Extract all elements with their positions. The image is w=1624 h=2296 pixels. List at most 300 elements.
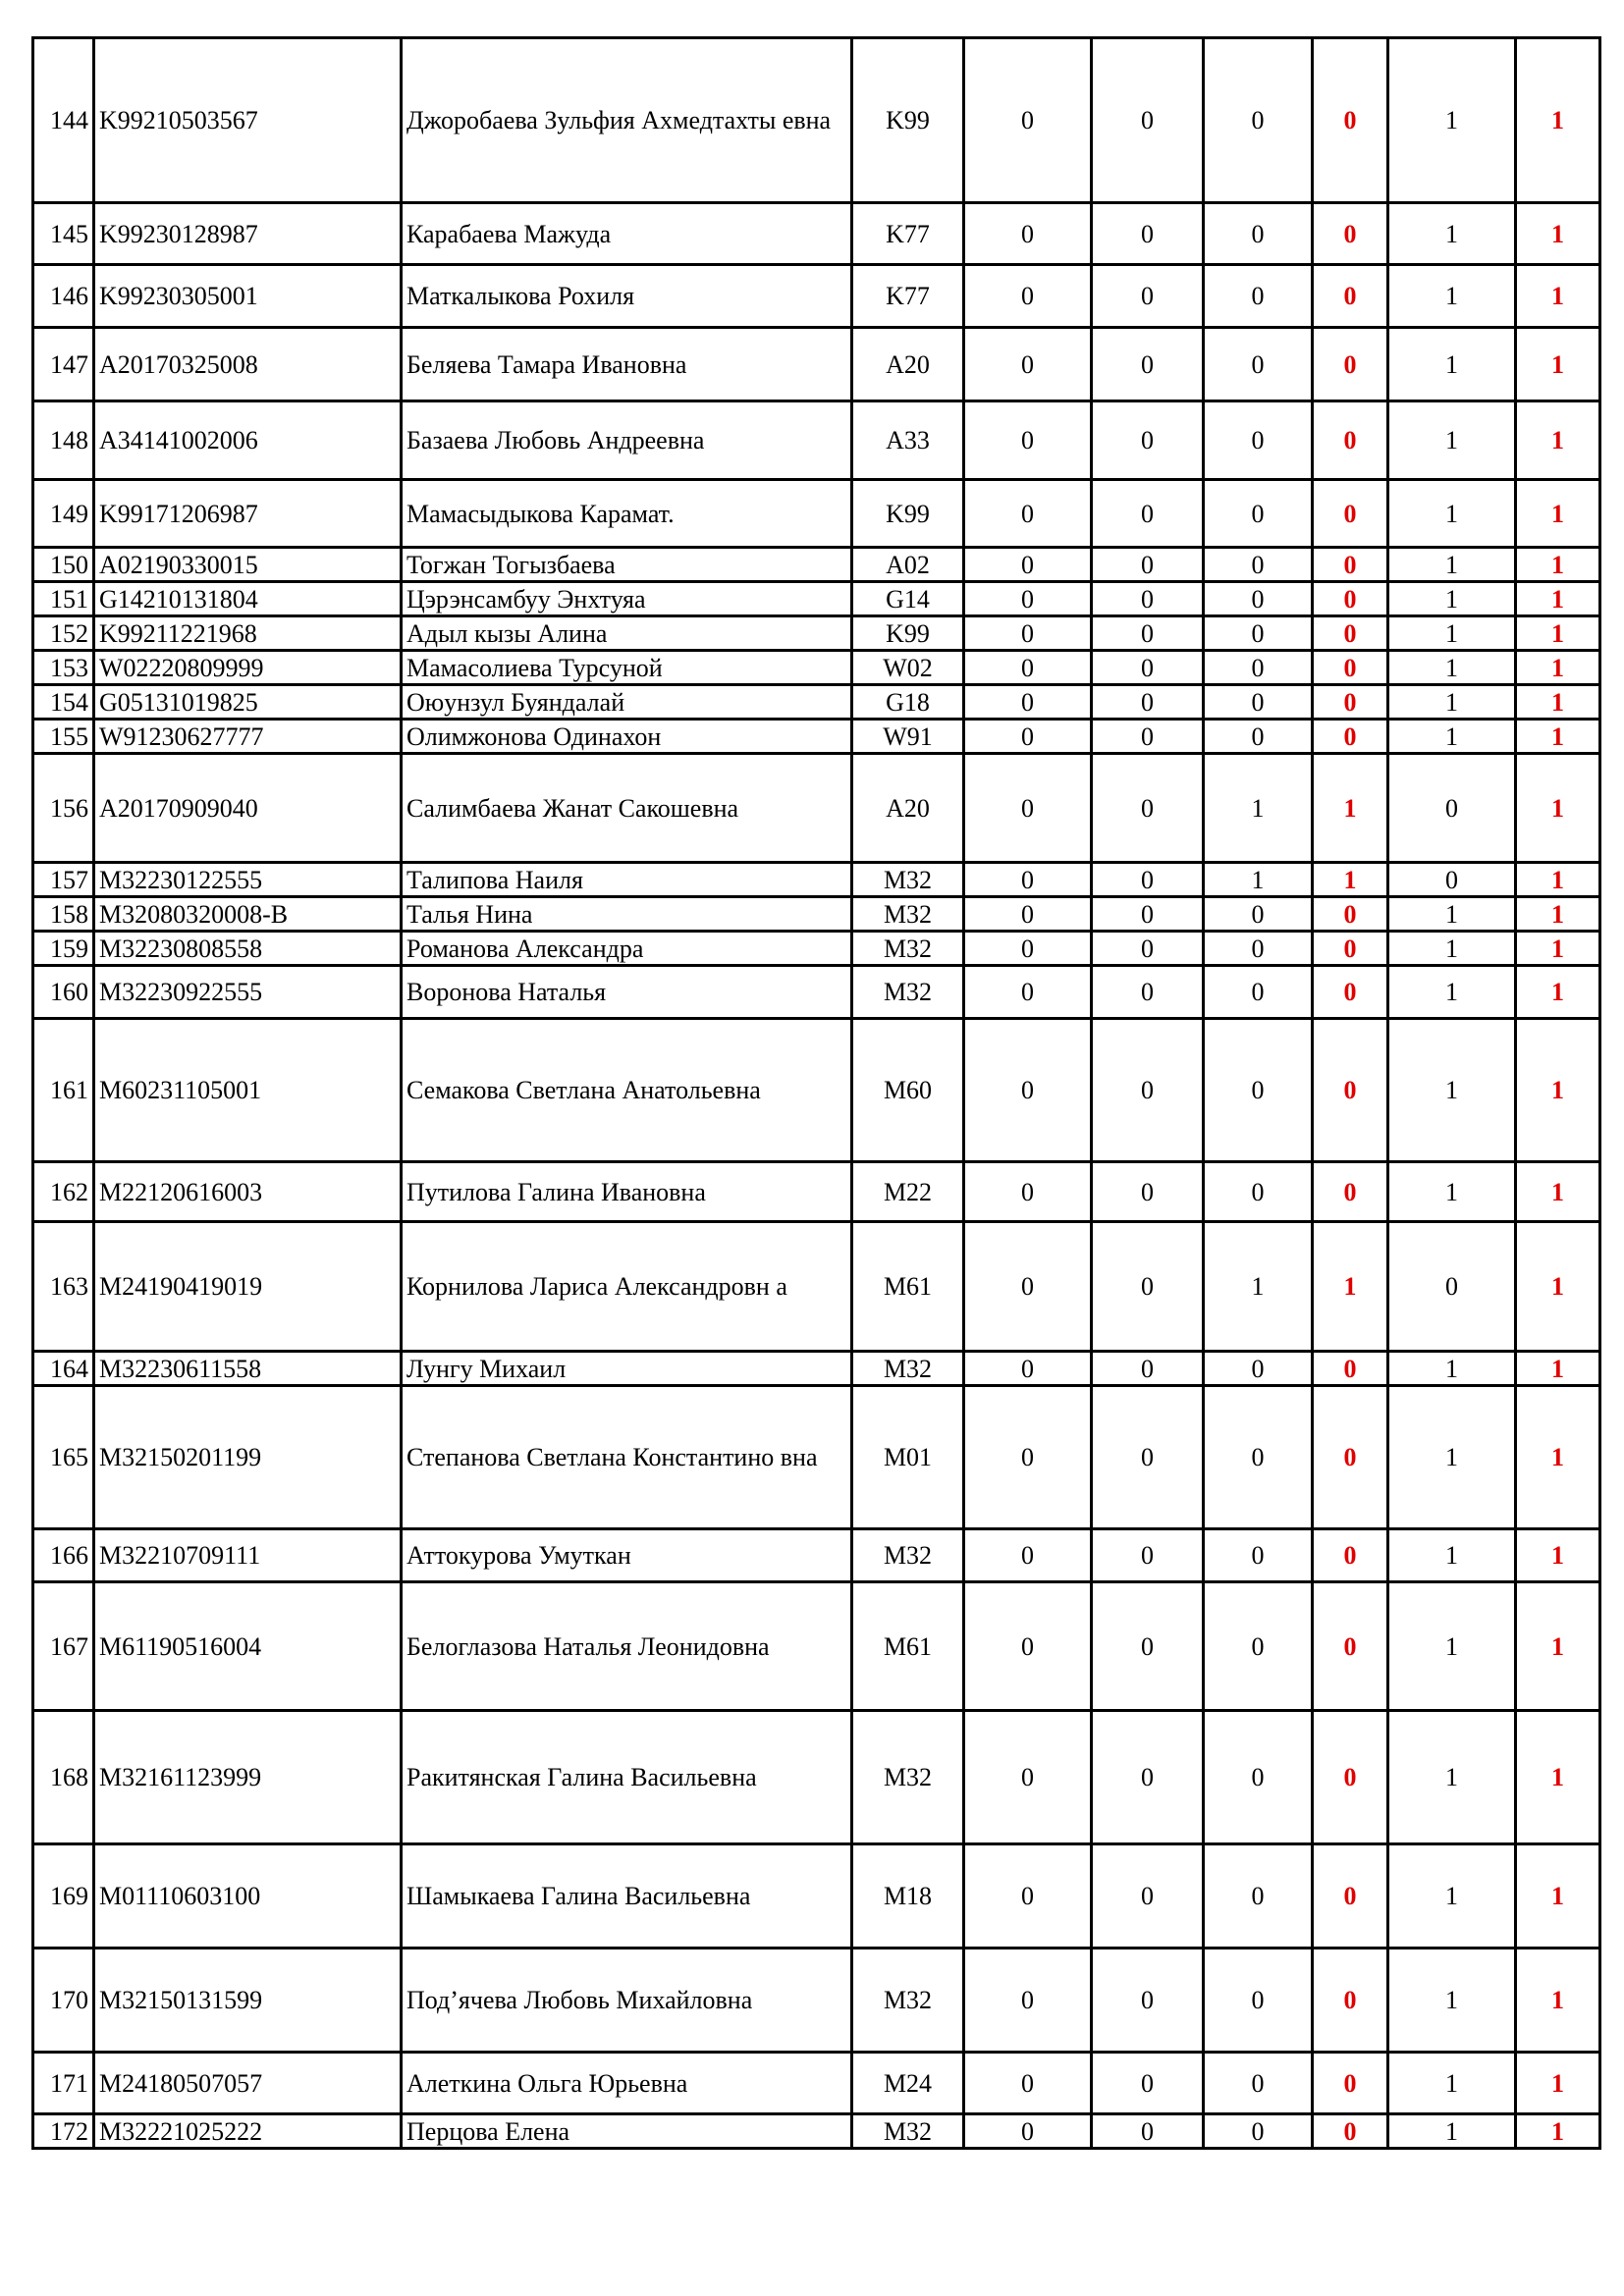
table-row [33,754,1600,863]
region-code: A33 [852,401,964,480]
record-id: A34141002006 [94,401,402,480]
record-id: A20170325008 [94,328,402,401]
value-col-4-highlight: 0 [1313,2114,1388,2149]
value-col-4-highlight: 0 [1313,616,1388,651]
value-col-5: 1 [1388,203,1516,265]
row-number: 155 [33,720,94,754]
record-id: M32230808558 [94,932,402,966]
region-code: M32 [852,1711,964,1844]
value-col-5: 1 [1388,328,1516,401]
value-col-6-highlight: 1 [1516,1352,1600,1386]
row-number: 150 [33,548,94,582]
record-id: M01110603100 [94,1844,402,1949]
value-col-5: 1 [1388,401,1516,480]
full-name: Салимбаева Жанат Сакошевна [402,754,852,863]
value-col-1: 0 [964,897,1092,932]
full-name: Адыл кызы Алина [402,616,852,651]
row-number: 156 [33,754,94,863]
region-code: K77 [852,203,964,265]
record-id: M60231105001 [94,1019,402,1162]
value-col-2: 0 [1092,932,1204,966]
value-col-2: 0 [1092,328,1204,401]
value-col-6-highlight: 1 [1516,966,1600,1019]
record-id: K99210503567 [94,38,402,203]
value-col-2: 0 [1092,651,1204,685]
table-row [33,328,1600,401]
value-col-5: 1 [1388,1844,1516,1949]
value-col-3: 0 [1204,38,1313,203]
value-col-6-highlight: 1 [1516,685,1600,720]
value-col-3: 0 [1204,616,1313,651]
value-col-5: 0 [1388,1222,1516,1352]
value-col-1: 0 [964,401,1092,480]
value-col-2: 0 [1092,1844,1204,1949]
value-col-3: 0 [1204,932,1313,966]
value-col-1: 0 [964,2053,1092,2114]
record-id: M32230122555 [94,863,402,897]
value-col-3: 1 [1204,1222,1313,1352]
value-col-5: 1 [1388,548,1516,582]
value-col-6-highlight: 1 [1516,932,1600,966]
record-id: G14210131804 [94,582,402,616]
record-id: M32080320008-B [94,897,402,932]
value-col-2: 0 [1092,2053,1204,2114]
value-col-1: 0 [964,685,1092,720]
value-col-2: 0 [1092,754,1204,863]
table-body [33,38,1600,2149]
value-col-4-highlight: 0 [1313,582,1388,616]
value-col-1: 0 [964,38,1092,203]
record-id: W02220809999 [94,651,402,685]
region-code: W02 [852,651,964,685]
value-col-6-highlight: 1 [1516,897,1600,932]
value-col-2: 0 [1092,265,1204,328]
table-row [33,863,1600,897]
record-id: K99230305001 [94,265,402,328]
value-col-1: 0 [964,1711,1092,1844]
value-col-5: 1 [1388,685,1516,720]
value-col-3: 0 [1204,1949,1313,2053]
value-col-3: 0 [1204,1162,1313,1222]
value-col-4-highlight: 0 [1313,1582,1388,1711]
region-code: M01 [852,1386,964,1529]
value-col-5: 1 [1388,2114,1516,2149]
value-col-4-highlight: 0 [1313,1352,1388,1386]
table-row [33,1844,1600,1949]
value-col-1: 0 [964,548,1092,582]
record-id: M61190516004 [94,1582,402,1711]
value-col-2: 0 [1092,616,1204,651]
value-col-3: 0 [1204,1352,1313,1386]
full-name: Оюунзул Буяндалай [402,685,852,720]
value-col-2: 0 [1092,1222,1204,1352]
region-code: G14 [852,582,964,616]
value-col-5: 1 [1388,1019,1516,1162]
value-col-5: 1 [1388,1529,1516,1582]
value-col-2: 0 [1092,863,1204,897]
table-row [33,582,1600,616]
table-row [33,897,1600,932]
row-number: 163 [33,1222,94,1352]
record-id: W91230627777 [94,720,402,754]
value-col-5: 1 [1388,1162,1516,1222]
row-number: 146 [33,265,94,328]
value-col-2: 0 [1092,1582,1204,1711]
region-code: M32 [852,863,964,897]
full-name: Лунгу Михаил [402,1352,852,1386]
record-id: M24180507057 [94,2053,402,2114]
region-code: A02 [852,548,964,582]
value-col-2: 0 [1092,720,1204,754]
value-col-3: 0 [1204,685,1313,720]
value-col-3: 0 [1204,1582,1313,1711]
region-code: M32 [852,932,964,966]
value-col-3: 0 [1204,897,1313,932]
table-row [33,2053,1600,2114]
full-name: Шамыкаева Галина Васильевна [402,1844,852,1949]
full-name: Ракитянская Галина Васильевна [402,1711,852,1844]
value-col-6-highlight: 1 [1516,1949,1600,2053]
record-id: M32230611558 [94,1352,402,1386]
value-col-4-highlight: 0 [1313,720,1388,754]
region-code: A20 [852,754,964,863]
value-col-1: 0 [964,328,1092,401]
value-col-3: 0 [1204,265,1313,328]
value-col-6-highlight: 1 [1516,1711,1600,1844]
value-col-3: 0 [1204,1844,1313,1949]
row-number: 152 [33,616,94,651]
table-row [33,616,1600,651]
value-col-3: 0 [1204,548,1313,582]
row-number: 153 [33,651,94,685]
region-code: K99 [852,38,964,203]
value-col-2: 0 [1092,966,1204,1019]
table-row [33,401,1600,480]
table-row [33,203,1600,265]
row-number: 171 [33,2053,94,2114]
value-col-1: 0 [964,1386,1092,1529]
value-col-3: 0 [1204,203,1313,265]
record-id: M24190419019 [94,1222,402,1352]
value-col-1: 0 [964,2114,1092,2149]
value-col-2: 0 [1092,401,1204,480]
full-name: Цэрэнсамбуу Энхтуяа [402,582,852,616]
value-col-3: 0 [1204,1019,1313,1162]
value-col-1: 0 [964,1222,1092,1352]
value-col-2: 0 [1092,203,1204,265]
results-table [31,36,1601,2150]
region-code: M32 [852,897,964,932]
full-name: Белоглазова Наталья Леонидовна [402,1582,852,1711]
full-name: Беляева Тамара Ивановна [402,328,852,401]
record-id: M22120616003 [94,1162,402,1222]
value-col-1: 0 [964,1019,1092,1162]
table-row [33,265,1600,328]
row-number: 161 [33,1019,94,1162]
table-row [33,1162,1600,1222]
value-col-5: 1 [1388,1582,1516,1711]
value-col-1: 0 [964,1844,1092,1949]
value-col-3: 1 [1204,754,1313,863]
value-col-4-highlight: 0 [1313,685,1388,720]
value-col-2: 0 [1092,480,1204,548]
region-code: M32 [852,1352,964,1386]
value-col-6-highlight: 1 [1516,203,1600,265]
value-col-5: 1 [1388,480,1516,548]
record-id: G05131019825 [94,685,402,720]
row-number: 164 [33,1352,94,1386]
region-code: A20 [852,328,964,401]
value-col-1: 0 [964,203,1092,265]
value-col-1: 0 [964,1162,1092,1222]
region-code: M32 [852,966,964,1019]
full-name: Маткалыкова Рохиля [402,265,852,328]
value-col-6-highlight: 1 [1516,265,1600,328]
table-row [33,932,1600,966]
record-id: K99171206987 [94,480,402,548]
full-name: Талья Нина [402,897,852,932]
value-col-1: 0 [964,966,1092,1019]
region-code: M61 [852,1222,964,1352]
table-row [33,966,1600,1019]
full-name: Талипова Наиля [402,863,852,897]
value-col-4-highlight: 1 [1313,754,1388,863]
full-name: Под’ячева Любовь Михайловна [402,1949,852,2053]
row-number: 167 [33,1582,94,1711]
value-col-2: 0 [1092,548,1204,582]
row-number: 170 [33,1949,94,2053]
row-number: 144 [33,38,94,203]
value-col-3: 0 [1204,1529,1313,1582]
region-code: M32 [852,1529,964,1582]
table-row [33,38,1600,203]
value-col-6-highlight: 1 [1516,548,1600,582]
value-col-6-highlight: 1 [1516,754,1600,863]
table-row [33,1352,1600,1386]
value-col-1: 0 [964,863,1092,897]
value-col-1: 0 [964,1582,1092,1711]
value-col-2: 0 [1092,38,1204,203]
record-id: M32150131599 [94,1949,402,2053]
full-name: Романова Александра [402,932,852,966]
table-row [33,685,1600,720]
record-id: M32161123999 [94,1711,402,1844]
table-row [33,1711,1600,1844]
value-col-6-highlight: 1 [1516,38,1600,203]
row-number: 162 [33,1162,94,1222]
value-col-2: 0 [1092,1162,1204,1222]
row-number: 158 [33,897,94,932]
value-col-2: 0 [1092,1019,1204,1162]
value-col-5: 1 [1388,2053,1516,2114]
value-col-5: 1 [1388,1386,1516,1529]
region-code: G18 [852,685,964,720]
value-col-6-highlight: 1 [1516,1222,1600,1352]
table-row [33,1949,1600,2053]
row-number: 168 [33,1711,94,1844]
value-col-4-highlight: 0 [1313,1711,1388,1844]
full-name: Степанова Светлана Константино вна [402,1386,852,1529]
value-col-6-highlight: 1 [1516,2053,1600,2114]
value-col-5: 1 [1388,966,1516,1019]
value-col-4-highlight: 0 [1313,897,1388,932]
table-row [33,1582,1600,1711]
value-col-3: 1 [1204,863,1313,897]
value-col-4-highlight: 0 [1313,480,1388,548]
region-code: M32 [852,2114,964,2149]
value-col-6-highlight: 1 [1516,328,1600,401]
value-col-6-highlight: 1 [1516,1844,1600,1949]
value-col-5: 0 [1388,863,1516,897]
region-code: M22 [852,1162,964,1222]
value-col-6-highlight: 1 [1516,1386,1600,1529]
row-number: 154 [33,685,94,720]
value-col-5: 1 [1388,932,1516,966]
row-number: 157 [33,863,94,897]
value-col-3: 0 [1204,2053,1313,2114]
region-code: K99 [852,480,964,548]
record-id: M32221025222 [94,2114,402,2149]
value-col-6-highlight: 1 [1516,1162,1600,1222]
value-col-4-highlight: 0 [1313,401,1388,480]
value-col-4-highlight: 0 [1313,328,1388,401]
value-col-1: 0 [964,1529,1092,1582]
value-col-1: 0 [964,1949,1092,2053]
record-id: K99230128987 [94,203,402,265]
value-col-1: 0 [964,1352,1092,1386]
record-id: K99211221968 [94,616,402,651]
record-id: M32230922555 [94,966,402,1019]
table-row [33,1222,1600,1352]
value-col-2: 0 [1092,685,1204,720]
value-col-6-highlight: 1 [1516,720,1600,754]
value-col-6-highlight: 1 [1516,1529,1600,1582]
value-col-6-highlight: 1 [1516,616,1600,651]
region-code: M18 [852,1844,964,1949]
value-col-3: 0 [1204,720,1313,754]
value-col-4-highlight: 0 [1313,548,1388,582]
region-code: M61 [852,1582,964,1711]
value-col-2: 0 [1092,582,1204,616]
table-row [33,651,1600,685]
full-name: Мамасолиева Турсуной [402,651,852,685]
value-col-4-highlight: 0 [1313,651,1388,685]
full-name: Мамасыдыкова Карамат. [402,480,852,548]
value-col-1: 0 [964,582,1092,616]
value-col-3: 0 [1204,582,1313,616]
value-col-2: 0 [1092,2114,1204,2149]
value-col-4-highlight: 0 [1313,38,1388,203]
full-name: Карабаева Мажуда [402,203,852,265]
value-col-4-highlight: 0 [1313,1162,1388,1222]
value-col-6-highlight: 1 [1516,1582,1600,1711]
full-name: Аттокурова Умуткан [402,1529,852,1582]
full-name: Перцова Елена [402,2114,852,2149]
value-col-3: 0 [1204,1711,1313,1844]
value-col-1: 0 [964,616,1092,651]
value-col-4-highlight: 0 [1313,1019,1388,1162]
value-col-3: 0 [1204,480,1313,548]
table-row [33,1019,1600,1162]
value-col-5: 1 [1388,616,1516,651]
value-col-4-highlight: 0 [1313,265,1388,328]
full-name: Корнилова Лариса Александровн а [402,1222,852,1352]
value-col-4-highlight: 0 [1313,966,1388,1019]
value-col-6-highlight: 1 [1516,480,1600,548]
value-col-4-highlight: 1 [1313,863,1388,897]
table-row [33,1386,1600,1529]
value-col-6-highlight: 1 [1516,401,1600,480]
value-col-4-highlight: 0 [1313,203,1388,265]
row-number: 148 [33,401,94,480]
row-number: 172 [33,2114,94,2149]
value-col-5: 1 [1388,651,1516,685]
row-number: 147 [33,328,94,401]
row-number: 169 [33,1844,94,1949]
full-name: Путилова Галина Ивановна [402,1162,852,1222]
value-col-6-highlight: 1 [1516,651,1600,685]
value-col-2: 0 [1092,1949,1204,2053]
full-name: Базаева Любовь Андреевна [402,401,852,480]
value-col-6-highlight: 1 [1516,2114,1600,2149]
value-col-4-highlight: 0 [1313,932,1388,966]
value-col-5: 1 [1388,38,1516,203]
value-col-2: 0 [1092,1529,1204,1582]
full-name: Алеткина Ольга Юрьевна [402,2053,852,2114]
table-row [33,480,1600,548]
full-name: Воронова Наталья [402,966,852,1019]
value-col-3: 0 [1204,401,1313,480]
value-col-2: 0 [1092,1386,1204,1529]
table-row [33,548,1600,582]
row-number: 160 [33,966,94,1019]
row-number: 159 [33,932,94,966]
table-row [33,2114,1600,2149]
value-col-3: 0 [1204,328,1313,401]
value-col-3: 0 [1204,651,1313,685]
row-number: 151 [33,582,94,616]
region-code: M24 [852,2053,964,2114]
full-name: Тогжан Тогызбаева [402,548,852,582]
value-col-5: 0 [1388,754,1516,863]
value-col-5: 1 [1388,1711,1516,1844]
value-col-1: 0 [964,480,1092,548]
record-id: A20170909040 [94,754,402,863]
record-id: M32150201199 [94,1386,402,1529]
value-col-1: 0 [964,754,1092,863]
region-code: M32 [852,1949,964,2053]
full-name: Олимжонова Одинахон [402,720,852,754]
value-col-3: 0 [1204,1386,1313,1529]
value-col-4-highlight: 0 [1313,1529,1388,1582]
value-col-5: 1 [1388,582,1516,616]
row-number: 145 [33,203,94,265]
value-col-2: 0 [1092,1711,1204,1844]
value-col-3: 0 [1204,966,1313,1019]
value-col-5: 1 [1388,265,1516,328]
value-col-5: 1 [1388,897,1516,932]
value-col-1: 0 [964,720,1092,754]
region-code: M60 [852,1019,964,1162]
region-code: K77 [852,265,964,328]
value-col-6-highlight: 1 [1516,582,1600,616]
region-code: W91 [852,720,964,754]
record-id: A02190330015 [94,548,402,582]
value-col-4-highlight: 0 [1313,1949,1388,2053]
value-col-5: 1 [1388,1352,1516,1386]
value-col-6-highlight: 1 [1516,863,1600,897]
table-row [33,720,1600,754]
